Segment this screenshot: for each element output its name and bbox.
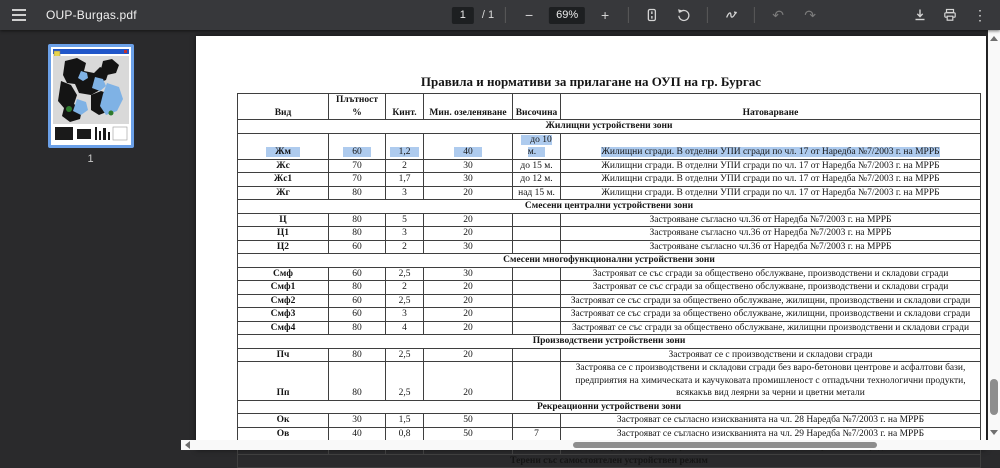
vertical-scrollbar[interactable] [988,30,1000,440]
table-cell[interactable]: Ц2 [238,240,329,254]
more-icon[interactable]: ⋮ [968,3,992,27]
table-cell[interactable] [513,133,561,159]
table-cell[interactable]: 80 [329,321,386,335]
table-row [238,321,981,335]
table-cell[interactable]: 60 [329,240,386,254]
table-cell[interactable]: 70 [329,159,386,173]
table-cell[interactable]: Застрояване съгласно чл.36 от Наредба №7/2003 г. на МРРБ [561,227,981,241]
menu-icon[interactable] [12,5,32,25]
table-cell[interactable] [513,240,561,254]
table-cell[interactable]: Застрояват се съгласно изискванията на чл. 28 Наредба №7/2003 г. на МРРБ [561,414,981,428]
map-thumbnail-image [51,47,131,145]
table-cell[interactable]: 20 [424,186,513,200]
table-cell[interactable]: Жг [238,186,329,200]
table-cell[interactable]: Жилищни сгради. В отделни УПИ сгради по чл. 17 от Наредба №7/2003 г. на МРРБ [561,173,981,187]
table-cell[interactable]: 40 [329,427,386,441]
table-cell[interactable]: 30 [329,414,386,428]
toolbar [0,0,1000,30]
table-cell[interactable] [513,308,561,322]
table-cell[interactable]: 4 [386,321,424,335]
redo-icon[interactable]: ↷ [798,3,822,27]
selected-text[interactable]: 60 [343,147,371,157]
section-header-row [238,120,981,134]
table-cell[interactable]: 20 [424,294,513,308]
table-cell[interactable]: над 15 м. [513,186,561,200]
page-count-label: / 1 [481,9,495,21]
table-cell[interactable]: 5 [386,213,424,227]
table-cell[interactable]: 80 [329,281,386,295]
table-cell[interactable]: 2 [386,159,424,173]
thumbnail-page-number: 1 [87,153,94,165]
table-row [238,186,981,200]
table-cell[interactable]: Застрояване съгласно чл.36 от Наредба №7/2003 г. на МРРБ [561,240,981,254]
section-title[interactable]: Рекреационни устройствени зони [238,400,981,414]
section-title[interactable]: Смесени многофункционални устройствени зони [238,254,981,268]
section-title[interactable]: Жилищни устройствени зони [238,120,981,134]
table-cell[interactable]: 2 [386,240,424,254]
table-cell[interactable]: 7 [513,427,561,441]
table-row [238,281,981,295]
table-row [238,159,981,173]
column-header[interactable]: Плътност % [329,94,386,120]
table-cell[interactable]: Жс [238,159,329,173]
table-cell[interactable]: 80 [329,348,386,362]
section-header-row [238,254,981,268]
table-cell[interactable]: Застрояват се със сгради за обществено обслужване, жилищни производствени и складови сгради [561,321,981,335]
toolbar-divider [628,7,629,23]
table-cell[interactable]: Застрояват се с производствени и складови сгради [561,348,981,362]
table-row [238,362,981,401]
table-row [238,414,981,428]
table-cell[interactable]: 50 [424,427,513,441]
column-header[interactable]: Вид [238,94,329,120]
column-header[interactable]: Натоварване [561,94,981,120]
section-header-row [238,335,981,349]
table-cell[interactable] [561,133,981,159]
table-row [238,213,981,227]
table-row [238,267,981,281]
table-cell[interactable] [513,227,561,241]
table-cell[interactable] [238,133,329,159]
table-cell[interactable]: 20 [424,308,513,322]
table-cell[interactable]: 2,5 [386,348,424,362]
table-cell[interactable]: Ов [238,427,329,441]
table-cell[interactable]: 2,5 [386,362,424,401]
table-cell[interactable]: 80 [329,227,386,241]
table-cell[interactable]: Смф4 [238,321,329,335]
table-cell[interactable] [513,348,561,362]
table-cell[interactable]: 2 [386,281,424,295]
table-row [238,294,981,308]
selected-text[interactable]: Жилищни сгради. В отделни УПИ сгради по чл. 17 от Наредба №7/2003 г. на МРРБ [601,147,940,157]
table-cell[interactable] [513,362,561,401]
table-cell[interactable]: 50 [424,414,513,428]
zoom-out-button[interactable]: − [517,3,541,27]
undo-icon[interactable]: ↶ [766,3,790,27]
table-cell[interactable]: 3 [386,308,424,322]
table-cell[interactable]: до 15 м. [513,159,561,173]
table-cell[interactable]: 20 [424,348,513,362]
column-header[interactable]: Кинт. [386,94,424,120]
table-cell[interactable]: 70 [329,173,386,187]
scroll-up-icon[interactable] [988,32,1000,44]
table-cell[interactable]: 20 [424,281,513,295]
table-header-row [238,94,981,120]
table-cell[interactable]: Смф [238,267,329,281]
table-row [238,348,981,362]
table-cell[interactable]: Смф3 [238,308,329,322]
table-row [238,308,981,322]
toolbar-divider [505,7,506,23]
table-row [238,173,981,187]
table-cell[interactable] [513,414,561,428]
table-cell[interactable] [329,133,386,159]
scroll-left-icon[interactable] [181,440,193,450]
table-cell[interactable]: 20 [424,213,513,227]
table-row [238,227,981,241]
fit-page-icon[interactable] [640,3,664,27]
table-cell[interactable]: Застрояват се със сгради за обществено обслужване, производствени и складови сгради [561,281,981,295]
download-icon[interactable] [908,3,932,27]
print-icon[interactable] [938,3,962,27]
table-cell[interactable]: 20 [424,227,513,241]
table-cell[interactable]: 60 [329,294,386,308]
table-cell[interactable]: 30 [424,159,513,173]
vertical-scrollbar-thumb[interactable] [990,379,998,415]
table-row [238,133,981,159]
table-cell[interactable]: 80 [329,362,386,401]
table-cell[interactable]: 1,7 [386,173,424,187]
horizontal-scrollbar-thumb[interactable] [573,442,877,448]
zoom-in-button[interactable]: + [593,3,617,27]
document-filename: OUP-Burgas.pdf [46,8,137,22]
section-title[interactable]: Терени със самостоятелен устройствен режим [238,454,981,468]
column-header[interactable]: Мин. озеленяване [424,94,513,120]
table-cell[interactable]: Смф2 [238,294,329,308]
table-cell[interactable]: Застрояват се съгласно изискванията на чл. 29 Наредба №7/2003 г. на МРРБ [561,427,981,441]
page-thumbnail[interactable] [48,44,134,148]
table-cell[interactable]: 20 [424,321,513,335]
table-cell[interactable]: 60 [329,267,386,281]
toolbar-divider [754,7,755,23]
table-cell[interactable]: Жс1 [238,173,329,187]
table-cell[interactable]: 20 [424,362,513,401]
table-row [238,240,981,254]
table-cell[interactable]: Жилищни сгради. В отделни УПИ сгради по чл. 17 от Наредба №7/2003 г. на МРРБ [561,186,981,200]
selected-text[interactable]: 40 [454,147,482,157]
table-cell[interactable]: Застрояване съгласно чл.36 от Наредба №7/2003 г. на МРРБ [561,213,981,227]
document-title[interactable]: Правила и нормативи за прилагане на ОУП на гр. Бургас [420,74,762,89]
table-cell[interactable]: 60 [329,308,386,322]
horizontal-scrollbar[interactable] [181,440,1000,450]
section-header-row [238,454,981,468]
table-cell[interactable]: 80 [329,213,386,227]
table-cell[interactable]: 3 [386,227,424,241]
selected-text[interactable]: Жм [266,147,300,157]
table-cell[interactable] [513,267,561,281]
table-cell[interactable]: 30 [424,267,513,281]
scrollbar-corner [988,440,1000,450]
section-header-row [238,400,981,414]
table-cell[interactable] [424,133,513,159]
table-cell[interactable]: Застрояват се със сгради за обществено обслужване, производствени и складови сгради [561,267,981,281]
zoom-level-value[interactable]: 69% [549,7,585,24]
table-cell[interactable]: Пп [238,362,329,401]
toolbar-divider [707,7,708,23]
page-number-input[interactable]: 1 [452,7,474,24]
selected-text[interactable]: 1,2 [390,147,420,157]
rotate-icon[interactable] [672,3,696,27]
selected-text[interactable]: до 10 м. [521,135,551,158]
table-cell[interactable]: 1,5 [386,414,424,428]
table-cell[interactable]: 2,5 [386,267,424,281]
viewer-area [0,30,1000,466]
table-cell[interactable]: Ок [238,414,329,428]
pdf-page [196,36,986,466]
table-cell[interactable]: 2,5 [386,294,424,308]
table-cell[interactable]: Смф1 [238,281,329,295]
scroll-down-icon[interactable] [988,426,1000,438]
table-cell[interactable]: 80 [329,186,386,200]
section-header-row [238,200,981,214]
table-cell[interactable]: Застрояват се със сгради за обществено обслужване, жилищни, производствени и складови сгради [561,308,981,322]
toolbar-center-controls [452,0,822,30]
thumbnail-sidebar [0,30,181,440]
section-title[interactable]: Производствени устройствени зони [238,335,981,349]
table-cell[interactable]: 0,8 [386,427,424,441]
table-cell[interactable]: Ц1 [238,227,329,241]
table-cell[interactable]: Застрояват се със сгради за обществено обслужване, жилищни, производствени и складови сгради [561,294,981,308]
table-cell[interactable] [513,213,561,227]
rules-table [237,93,981,468]
table-row [238,427,981,441]
table-cell[interactable]: Застроява се с производствени и складови сгради без варо-бетонови центрове и асфалтови бази, предприятия на химическата и каучуковата промишленост с отпадъчни технологични продукти, всякакъв вид леярни за черни и цветни метали [561,362,981,401]
table-cell[interactable]: Пч [238,348,329,362]
table-cell[interactable]: Ц [238,213,329,227]
table-cell[interactable]: 30 [424,240,513,254]
column-header[interactable]: Височина [513,94,561,120]
table-cell[interactable]: 3 [386,186,424,200]
section-title[interactable]: Смесени централни устройствени зони [238,200,981,214]
table-cell[interactable] [513,294,561,308]
table-cell[interactable] [386,133,424,159]
toolbar-right-controls [908,0,992,30]
table-cell[interactable] [513,321,561,335]
table-cell[interactable]: Жилищни сгради. В отделни УПИ сгради по чл. 17 от Наредба №7/2003 г. на МРРБ [561,159,981,173]
draw-icon[interactable] [719,3,743,27]
table-cell[interactable] [513,281,561,295]
table-cell[interactable]: 30 [424,173,513,187]
table-cell[interactable]: до 12 м. [513,173,561,187]
